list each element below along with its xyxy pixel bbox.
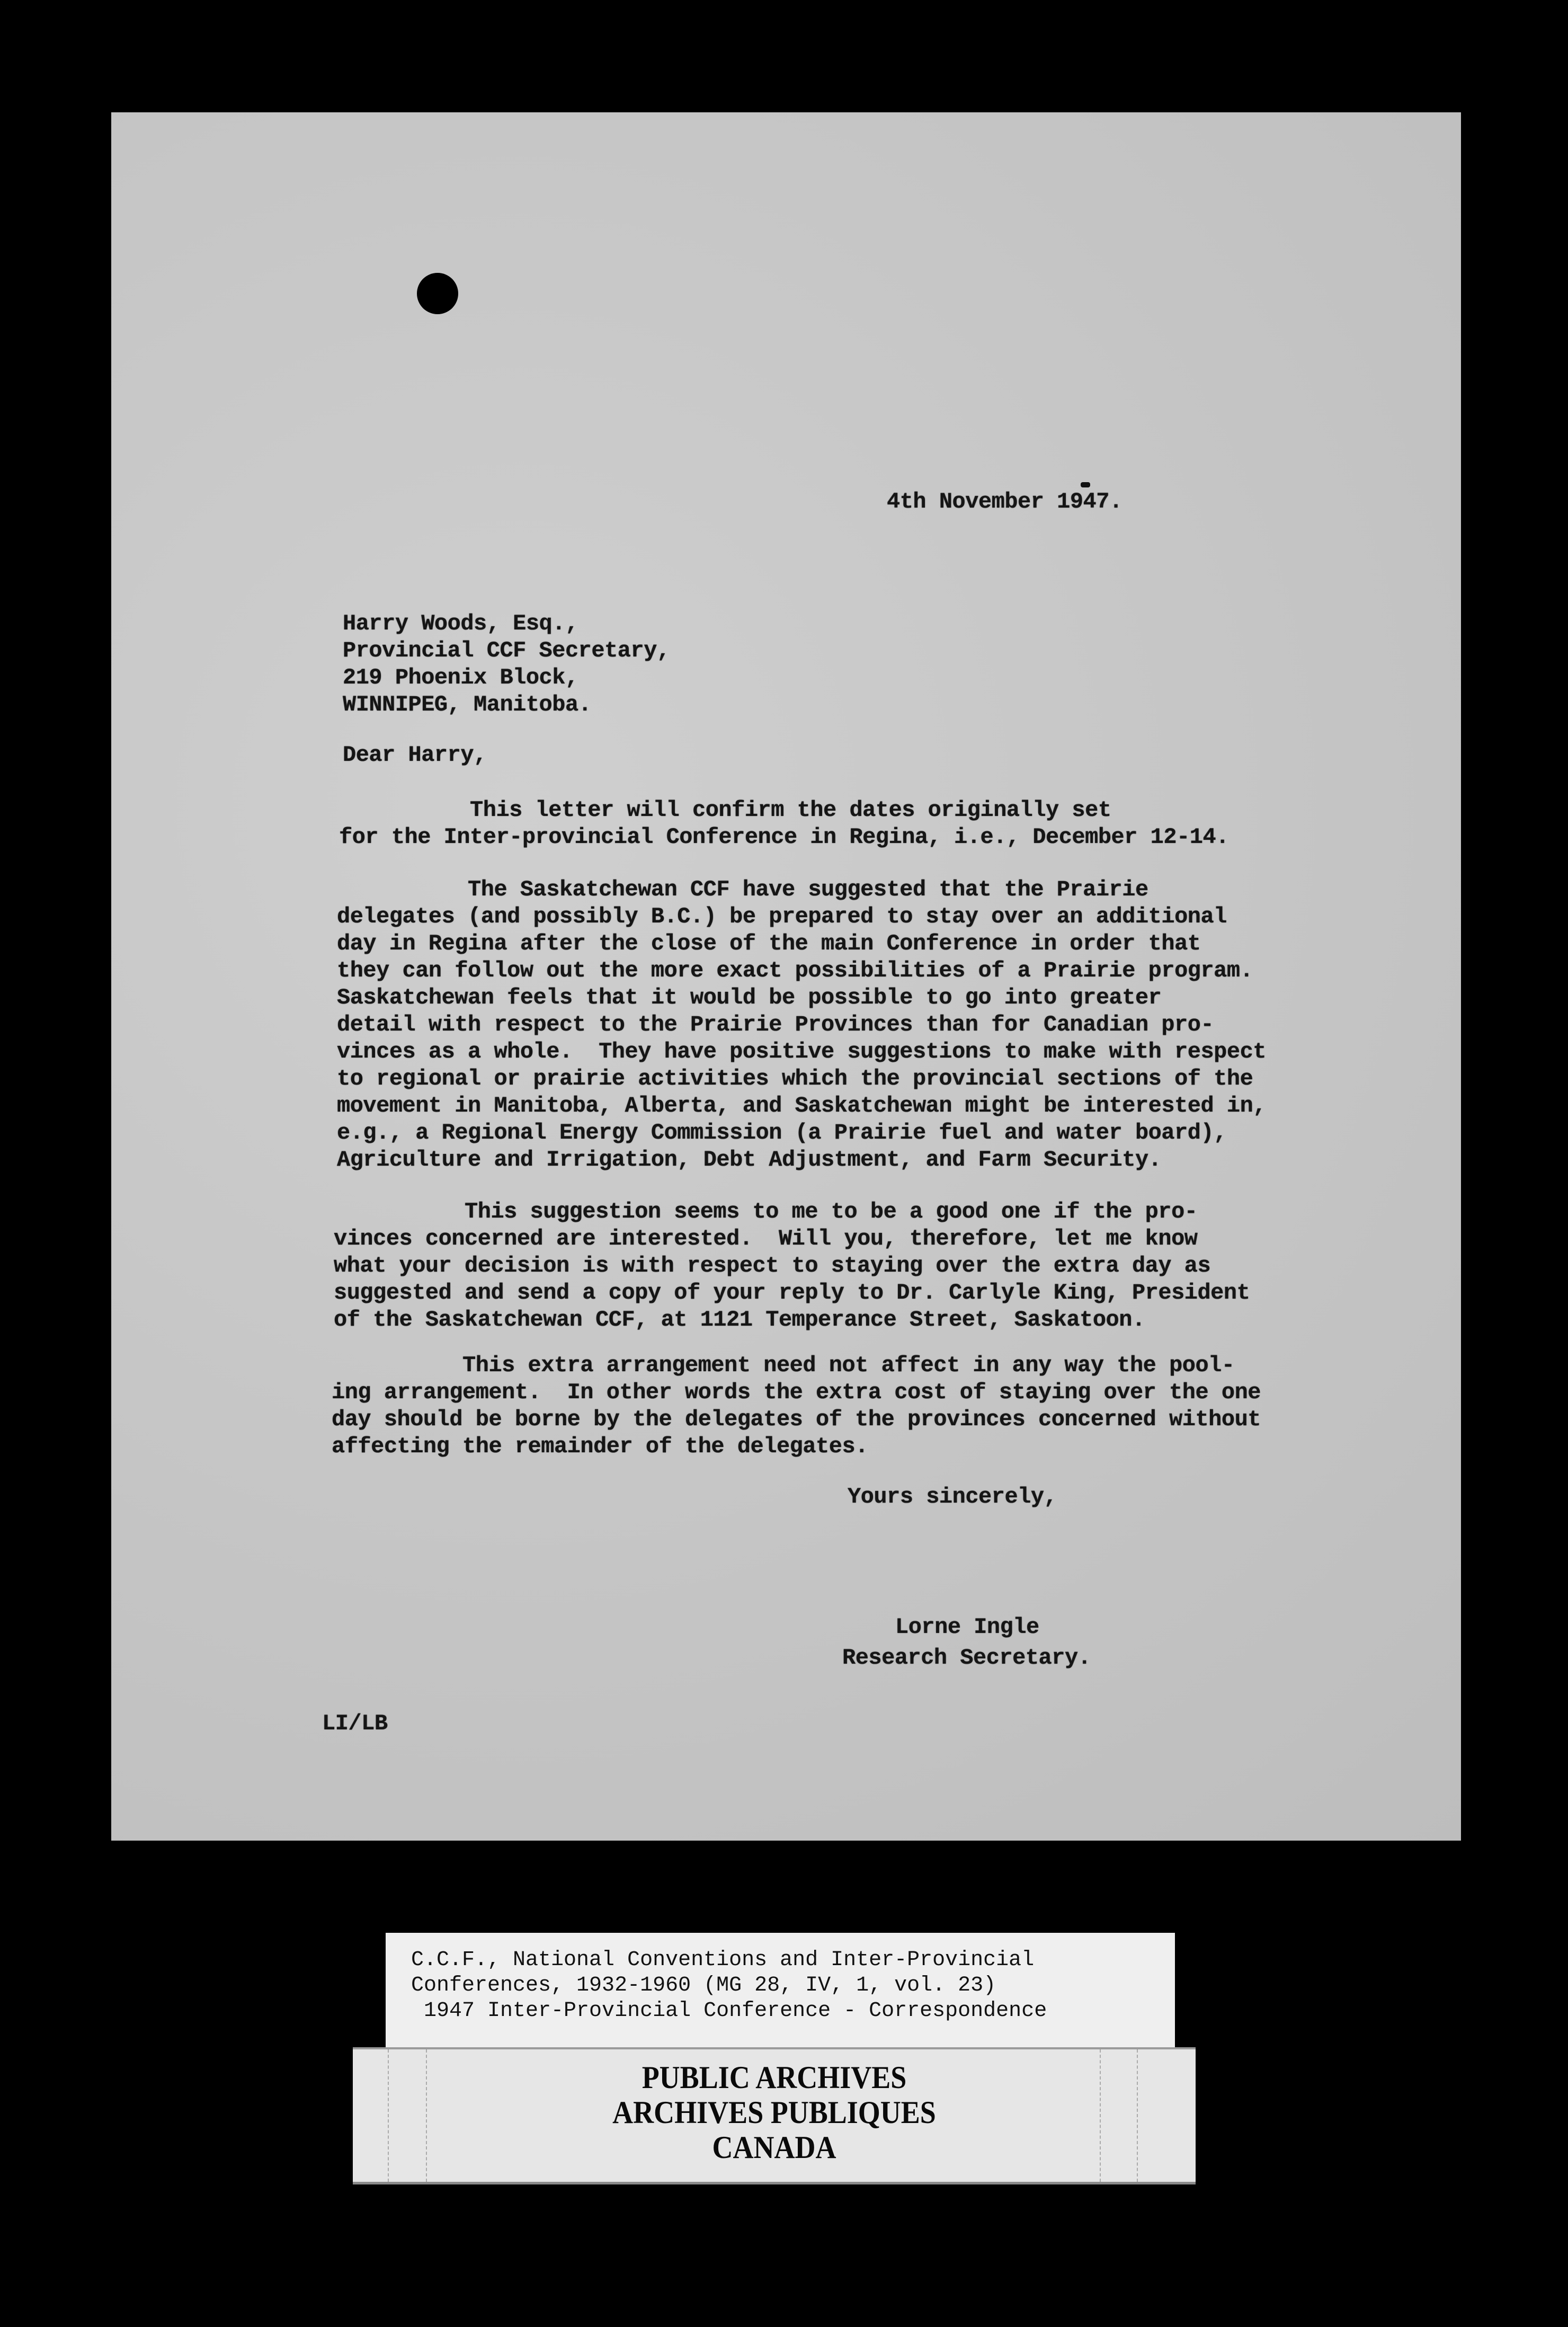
text-line: they can follow out the more exact possibilities of a Prairie program.	[337, 958, 1253, 983]
stamp-line: CANADA	[712, 2130, 836, 2165]
text-line: Saskatchewan feels that it would be possible to go into greater	[337, 985, 1162, 1010]
text-line: suggested and send a copy of your reply to Dr. Carlyle King, President	[334, 1280, 1250, 1305]
text-line: This letter will confirm the dates originally set	[339, 797, 1111, 823]
text-line: movement in Manitoba, Alberta, and Saskatchewan might be interested in,	[337, 1093, 1266, 1118]
signer-name: Lorne Ingle	[895, 1614, 1039, 1640]
stamp-text	[395, 2060, 1154, 2165]
text-line: detail with respect to the Prairie Provinces than for Canadian pro-	[337, 1012, 1214, 1037]
text-line: delegates (and possibly B.C.) be prepared to stay over an additional	[337, 904, 1227, 929]
text-line: what your decision is with respect to staying over the extra day as	[334, 1253, 1211, 1278]
ink-mark	[1081, 482, 1090, 487]
reference-initials: LI/LB	[322, 1711, 388, 1736]
stamp-fold	[388, 2049, 390, 2182]
public-archives-stamp	[353, 2047, 1196, 2184]
address-line: Harry Woods, Esq.,	[343, 611, 578, 636]
text-line: for the Inter-provincial Conference in Regina, i.e., December 12-14.	[339, 824, 1229, 850]
text-line: This suggestion seems to me to be a good one if the pro-	[334, 1199, 1198, 1224]
text-line: day should be borne by the delegates of the provinces concerned without	[332, 1407, 1261, 1432]
punch-hole	[417, 273, 458, 314]
closing: Yours sincerely,	[848, 1484, 1057, 1509]
signer-title: Research Secretary.	[842, 1645, 1091, 1671]
archive-label	[386, 1933, 1175, 2051]
salutation: Dear Harry,	[343, 742, 487, 768]
text-line: ing arrangement. In other words the extra cost of staying over the one	[332, 1380, 1261, 1405]
paragraph-2	[337, 876, 1266, 1174]
text-line: This extra arrangement need not affect in any way the pool-	[332, 1353, 1235, 1378]
text-line: Agriculture and Irrigation, Debt Adjustment, and Farm Security.	[337, 1147, 1162, 1173]
paragraph-1	[339, 797, 1229, 851]
text-line: vinces as a whole. They have positive suggestions to make with respect	[337, 1039, 1266, 1064]
text-line: vinces concerned are interested. Will you, therefore, let me know	[334, 1226, 1198, 1251]
text-line: e.g., a Regional Energy Commission (a Prairie fuel and water board),	[337, 1120, 1227, 1145]
text-line: The Saskatchewan CCF have suggested that the Prairie	[337, 877, 1148, 902]
recipient-address	[343, 610, 670, 718]
paragraph-3	[334, 1198, 1250, 1334]
text-line: to regional or prairie activities which the provincial sections of the	[337, 1066, 1253, 1091]
address-line: 219 Phoenix Block,	[343, 665, 578, 690]
text-line: day in Regina after the close of the main Conference in order that	[337, 931, 1201, 956]
stamp-line: PUBLIC ARCHIVES	[642, 2060, 907, 2095]
address-line: Provincial CCF Secretary,	[343, 638, 670, 663]
text-line: affecting the remainder of the delegates.	[332, 1434, 868, 1459]
letter-date: 4th November 1947.	[887, 489, 1122, 514]
label-line: C.C.F., National Conventions and Inter-Provincial	[411, 1948, 1035, 1972]
text-line: of the Saskatchewan CCF, at 1121 Temperance Street, Saskatoon.	[334, 1307, 1145, 1333]
archive-label-text	[411, 1948, 1047, 2024]
label-line: 1947 Inter-Provincial Conference - Correspondence	[411, 1999, 1047, 2023]
paragraph-4	[332, 1352, 1261, 1460]
stamp-line: ARCHIVES PUBLIQUES	[612, 2095, 936, 2130]
label-line: Conferences, 1932-1960 (MG 28, IV, 1, vol. 23)	[411, 1974, 996, 1997]
address-line: WINNIPEG, Manitoba.	[343, 692, 592, 717]
